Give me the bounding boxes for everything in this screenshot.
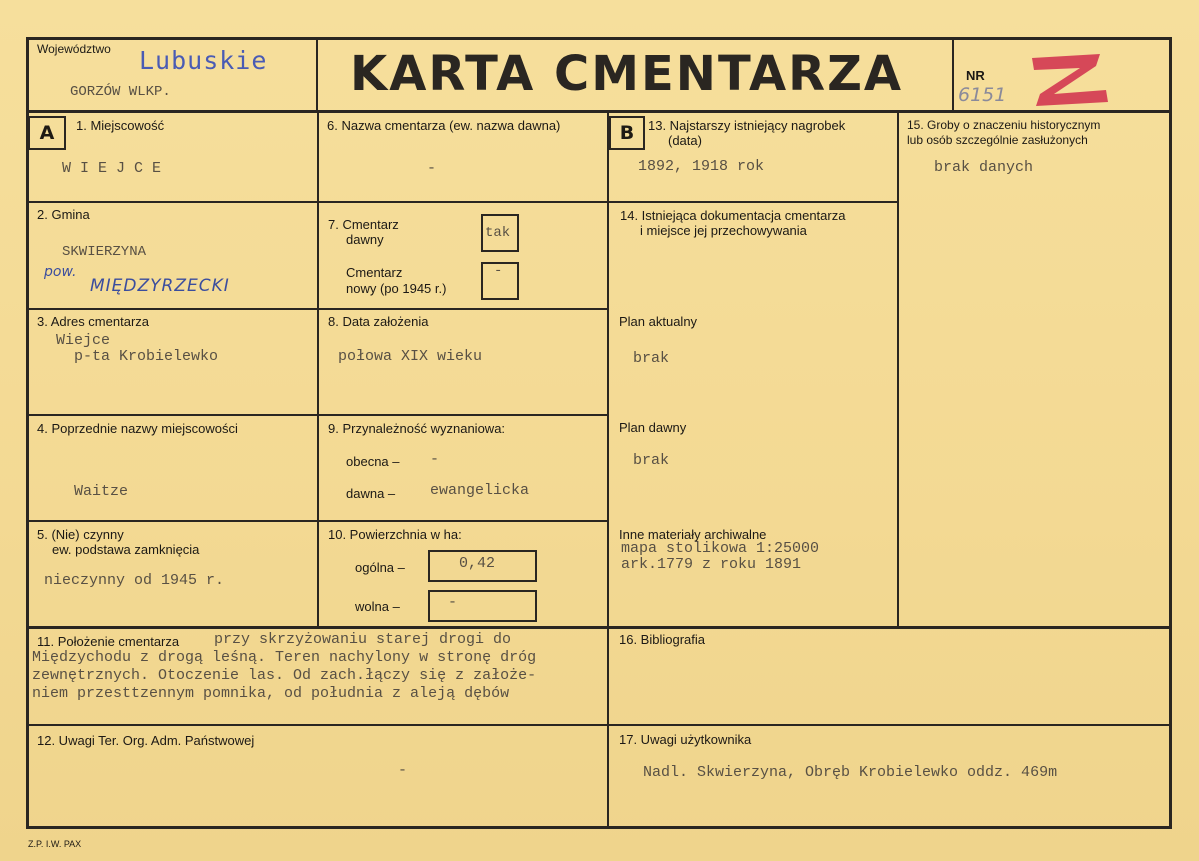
field-11-line-2: Międzychodu z drogą leśną. Teren nachylony w stronę dróg xyxy=(32,649,537,666)
col-divider-2 xyxy=(607,110,609,828)
field-16-label: 16. Bibliografia xyxy=(619,632,705,647)
field-10-wolna-label: wolna – xyxy=(355,599,400,614)
row-line-1 xyxy=(26,201,609,203)
field-8-label: 8. Data założenia xyxy=(328,314,429,329)
field-1-value: W I E J C E xyxy=(62,160,162,177)
field-9-obecna-label: obecna – xyxy=(346,454,400,469)
field-3-label: 3. Adres cmentarza xyxy=(37,314,149,329)
field-9-dawna-label: dawna – xyxy=(346,486,396,501)
field-9-obecna-value: - xyxy=(430,451,440,468)
field-14-label-2: i miejsce jej przechowywania xyxy=(640,223,807,238)
field-11-line-3: zewnętrznych. Otoczenie las. Od zach.łączy się z założe- xyxy=(32,667,537,684)
row-line-col3 xyxy=(607,201,899,203)
frame-left xyxy=(26,37,29,829)
field-15-label-2: lub osób szczególnie zasłużonych xyxy=(907,133,1088,147)
row-line-2 xyxy=(26,308,609,310)
row-line-5 xyxy=(26,626,1172,629)
field-13-label-2: (data) xyxy=(668,133,702,148)
nr-label: NR xyxy=(966,68,985,83)
field-7-label-3: Cmentarz xyxy=(346,265,403,280)
header-divider-2 xyxy=(952,37,954,113)
field-2-value: SKWIERZYNA xyxy=(62,244,147,260)
row-line-4 xyxy=(26,520,609,522)
plan-aktualny-label: Plan aktualny xyxy=(619,314,698,329)
field-8-value: połowa XIX wieku xyxy=(338,348,483,365)
field-10-wolna-value: - xyxy=(448,594,458,611)
frame-right xyxy=(1169,37,1172,829)
frame-top xyxy=(26,37,1172,40)
field-10-ogolna-value: 0,42 xyxy=(459,555,496,572)
field-15-value: brak danych xyxy=(934,159,1034,176)
field-1-label: 1. Miejscowość xyxy=(76,118,165,133)
field-5-value: nieczynny od 1945 r. xyxy=(44,572,225,589)
field-14-label-1: 14. Istniejąca dokumentacja cmentarza xyxy=(620,208,846,223)
field-5-label-2: ew. podstawa zamknięcia xyxy=(52,542,200,557)
plan-aktualny-value: brak xyxy=(633,350,670,367)
field-4-label: 4. Poprzednie nazwy miejscowości xyxy=(37,421,238,436)
wojewodztwo-stamp: Lubuskie xyxy=(139,46,268,75)
field-9-dawna-value: ewangelicka xyxy=(430,482,530,499)
field-15-label-1: 15. Groby o znaczeniu historycznym xyxy=(907,118,1101,132)
field-4-value: Waitze xyxy=(74,483,129,500)
section-b-box: B xyxy=(609,116,645,150)
field-3-value-1: Wiejce xyxy=(56,332,111,349)
field-7-label-2: dawny xyxy=(346,232,384,247)
field-11-line-1: przy skrzyżowaniu starej drogi do xyxy=(214,631,512,648)
col-divider-3 xyxy=(897,110,899,628)
field-7-dawny-value: tak xyxy=(485,225,511,241)
field-2-label: 2. Gmina xyxy=(37,207,90,222)
field-2-pow: pow. xyxy=(44,264,77,280)
plan-dawny-label: Plan dawny xyxy=(619,420,687,435)
field-10-wolna-box xyxy=(428,590,537,622)
red-z-mark xyxy=(1026,44,1114,110)
field-10-ogolna-label: ogólna – xyxy=(355,560,405,575)
nr-number: 6151 xyxy=(958,84,1007,106)
field-12-label: 12. Uwagi Ter. Org. Adm. Państwowej xyxy=(37,733,255,748)
field-12-value: - xyxy=(398,762,408,779)
field-2-handwritten: MIĘDZYRZECKI xyxy=(90,276,230,296)
wojewodztwo-typed: GORZÓW WLKP. xyxy=(70,84,171,100)
section-a-box: A xyxy=(28,116,66,150)
field-11-line-4: niem przesttzennym pomnika, od południa z aleją dębów xyxy=(32,685,510,702)
field-6-value: - xyxy=(427,160,437,177)
row-line-6 xyxy=(26,724,1172,726)
field-9-label: 9. Przynależność wyznaniowa: xyxy=(328,421,506,436)
inne-materialy-label: Inne materiały archiwalne xyxy=(619,527,767,542)
inne-materialy-line-2: ark.1779 z roku 1891 xyxy=(621,556,802,573)
row-line-3 xyxy=(26,414,609,416)
plan-dawny-value: brak xyxy=(633,452,670,469)
inne-materialy-line-1: mapa stolikowa 1:25000 xyxy=(621,540,820,557)
printer-imprint: Z.P. I.W. PAX xyxy=(28,839,82,849)
field-13-label-1: 13. Najstarszy istniejący nagrobek xyxy=(648,118,846,133)
wojewodztwo-label: Województwo xyxy=(37,42,111,56)
field-3-value-2: p-ta Krobielewko xyxy=(74,348,219,365)
field-13-value: 1892, 1918 rok xyxy=(638,158,765,175)
field-7-label-4: nowy (po 1945 r.) xyxy=(346,281,447,296)
page-title: KARTA CMENTARZA xyxy=(350,46,904,102)
field-17-label: 17. Uwagi użytkownika xyxy=(619,732,752,747)
field-11-label: 11. Położenie cmentarza xyxy=(37,634,180,649)
header-divider-1 xyxy=(316,37,318,113)
field-17-value: Nadl. Skwierzyna, Obręb Krobielewko oddz. 469m xyxy=(643,764,1058,781)
frame-bottom xyxy=(26,826,1172,829)
field-5-label-1: 5. (Nie) czynny xyxy=(37,527,124,542)
field-6-label: 6. Nazwa cmentarza (ew. nazwa dawna) xyxy=(327,118,561,133)
header-bottom-line xyxy=(26,110,1172,113)
field-10-label: 10. Powierzchnia w ha: xyxy=(328,527,462,542)
field-7-label-1: 7. Cmentarz xyxy=(328,217,399,232)
col-divider-1 xyxy=(317,110,319,628)
field-7-nowy-value: - xyxy=(494,263,503,279)
